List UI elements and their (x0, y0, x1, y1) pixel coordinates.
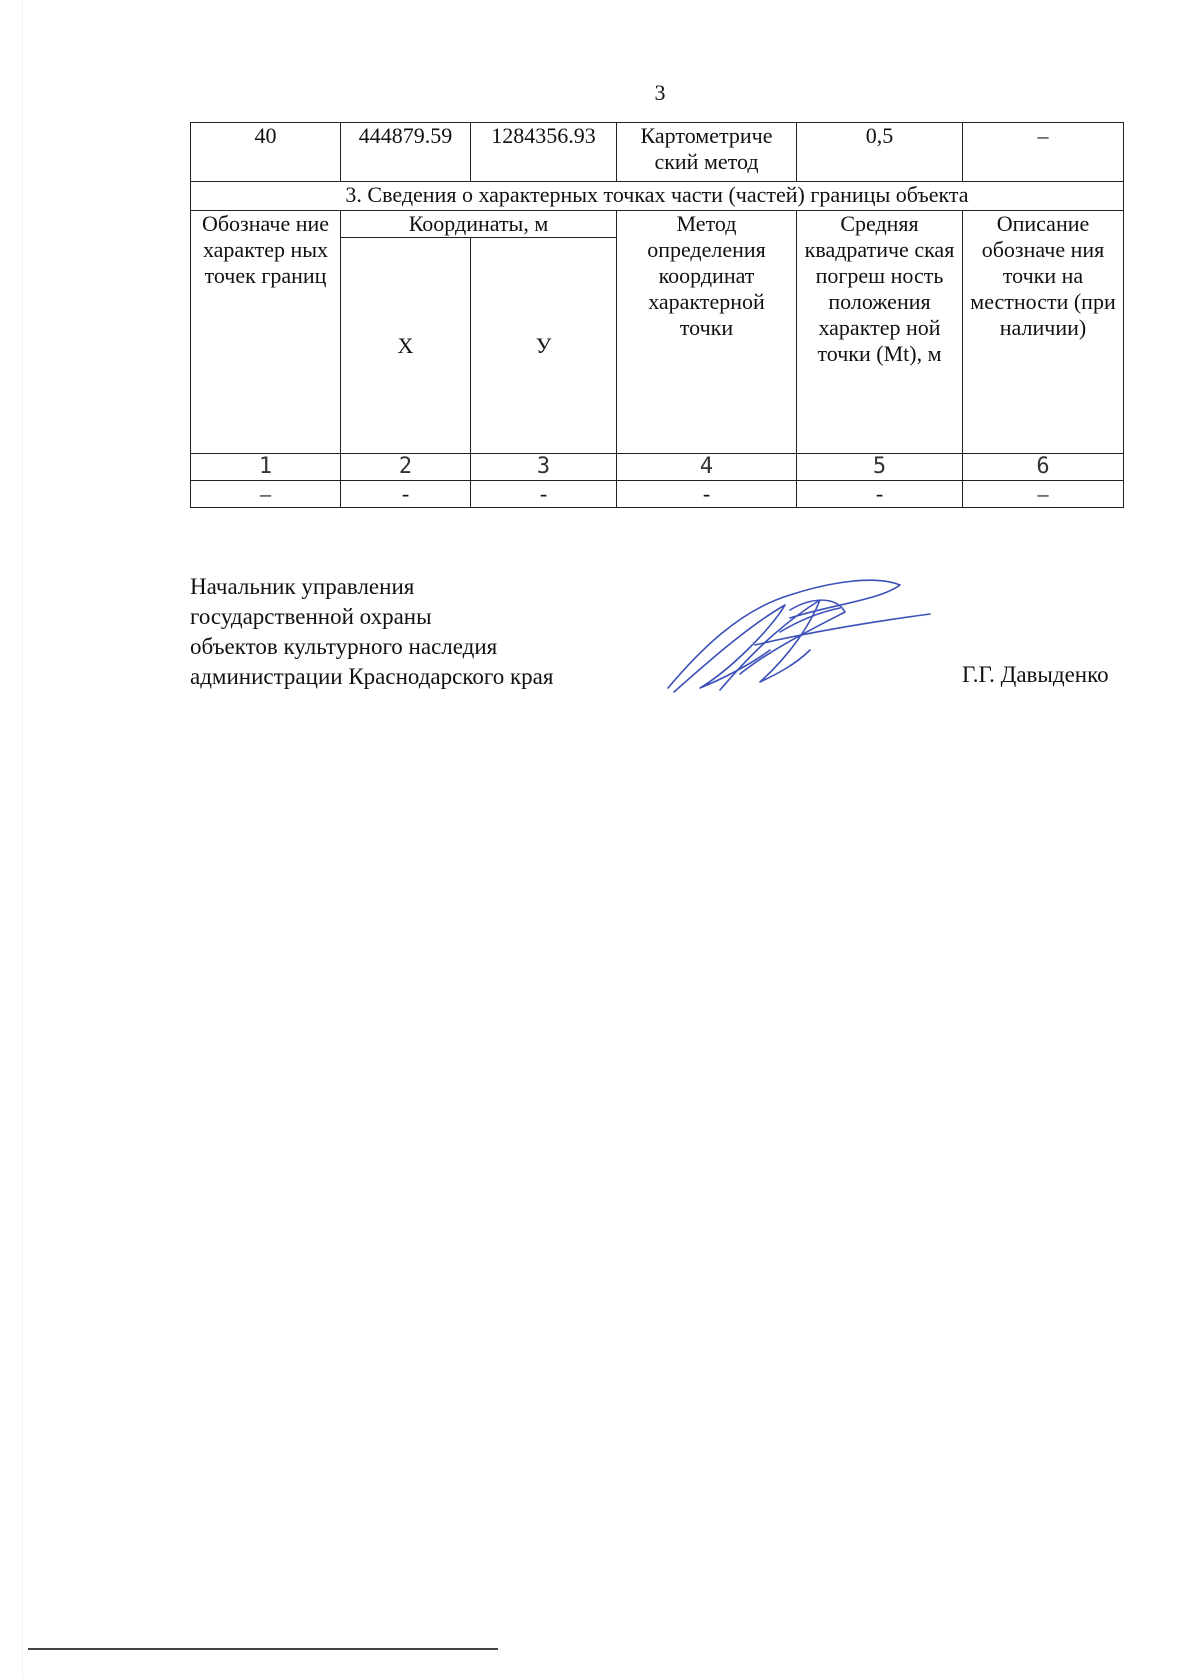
empty-cell: - (797, 481, 963, 508)
scan-edge (22, 0, 23, 1679)
header-designation: Обозначе ние характер ных точек границ (191, 211, 341, 454)
header-error: Средняя квадратиче ская погреш ность положения характер ной точки (Mt), м (797, 211, 963, 454)
boundary-points-table (190, 122, 1124, 508)
column-number: 4 (617, 454, 797, 481)
column-number: 6 (963, 454, 1124, 481)
cell-error: 0,5 (797, 123, 963, 182)
empty-cell: – (191, 481, 341, 508)
page-number: 3 (654, 80, 666, 105)
signer-position-line: администрации Краснодарского края (190, 664, 554, 689)
signer-position (190, 572, 553, 692)
empty-cell: – (963, 481, 1124, 508)
section-title: 3. Сведения о характерных точках части (частей) границы объекта (191, 182, 1124, 211)
table-row (191, 123, 1124, 182)
signer-position-line: государственной охраны (190, 604, 432, 629)
header-coordinates: Координаты, м (341, 211, 617, 238)
header-y: У (471, 238, 617, 454)
cell-x: 444879.59 (341, 123, 471, 182)
cell-designation: 40 (191, 123, 341, 182)
empty-cell: - (617, 481, 797, 508)
signer-position-line: объектов культурного наследия (190, 634, 498, 659)
cell-description: – (963, 123, 1124, 182)
section-title-row (191, 182, 1124, 211)
column-number: 2 (341, 454, 471, 481)
cell-y: 1284356.93 (471, 123, 617, 182)
handwritten-signature (660, 570, 950, 700)
header-x: Х (341, 238, 471, 454)
empty-cell: - (471, 481, 617, 508)
header-description: Описание обозначе ния точки на местности (при наличии) (963, 211, 1124, 454)
header-row (191, 211, 1124, 238)
column-number: 3 (471, 454, 617, 481)
header-method: Метод определения координат характерной точки (617, 211, 797, 454)
column-number-row (191, 454, 1124, 481)
cell-method: Картометриче ский метод (617, 123, 797, 182)
column-number: 5 (797, 454, 963, 481)
signer-name: Г.Г. Давыденко (962, 662, 1109, 687)
signer-position-line: Начальник управления (190, 574, 415, 599)
empty-cell: - (341, 481, 471, 508)
table-row (191, 481, 1124, 508)
column-number: 1 (191, 454, 341, 481)
footer-rule (28, 1648, 498, 1650)
